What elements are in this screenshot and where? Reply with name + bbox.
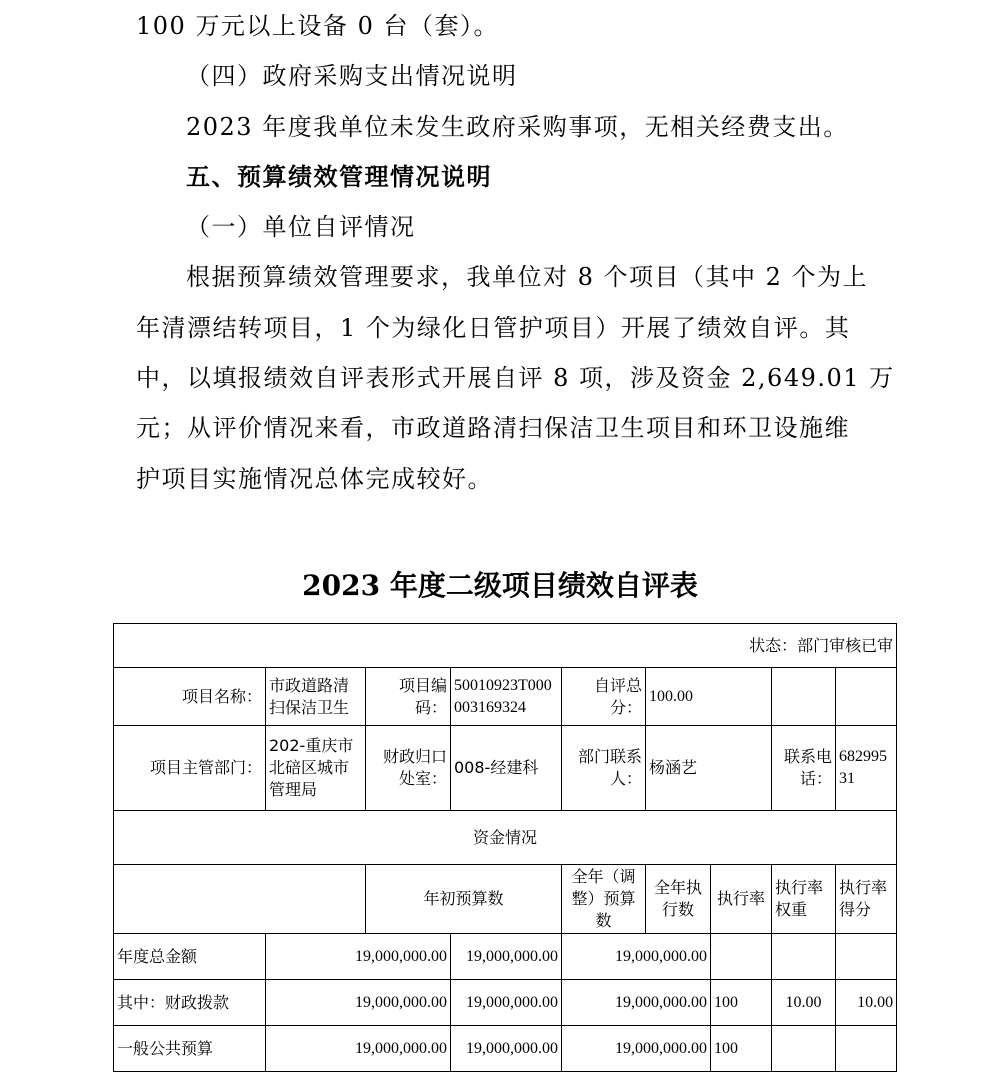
section-heading-self-eval: （一）单位自评情况 <box>186 213 416 241</box>
finance-label: 财政归口处室： <box>366 726 451 811</box>
row-initial: 19,000,000.00 <box>266 1026 451 1072</box>
row-score <box>836 934 897 980</box>
row-label: 其中：财政拨款 <box>114 980 266 1026</box>
project-name-value: 市政道路清扫保洁卫生 <box>266 668 366 726</box>
score-label: 自评总分： <box>562 668 646 726</box>
empty-cell <box>836 668 897 726</box>
row-adjusted: 19,000,000.00 <box>451 934 562 980</box>
project-code-value: 50010923T000003169324 <box>451 668 562 726</box>
row-score: 10.00 <box>836 980 897 1026</box>
row-weight <box>772 934 836 980</box>
row-label: 一般公共预算 <box>114 1026 266 1072</box>
col-executed-header: 全年执行数 <box>646 865 711 934</box>
para-line-9: 元；从评价情况来看，市政道路清扫保洁卫生项目和环卫设施维 <box>136 414 850 442</box>
row-weight: 10.00 <box>772 980 836 1026</box>
table-title: 2023 年度二级项目绩效自评表 <box>302 569 698 602</box>
col-adjusted-header: 全年（调整）预算数 <box>562 865 646 934</box>
phone-value: 68299531 <box>836 726 897 811</box>
row-weight <box>772 1026 836 1072</box>
row-adjusted: 19,000,000.00 <box>451 1026 562 1072</box>
finance-value: 008-经建科 <box>451 726 562 811</box>
row-initial: 19,000,000.00 <box>266 980 451 1026</box>
project-name-label: 项目名称： <box>114 668 266 726</box>
row-executed: 19,000,000.00 <box>562 1026 711 1072</box>
col-rate-header: 执行率 <box>711 865 772 934</box>
dept-label: 项目主管部门： <box>114 726 266 811</box>
para-line-7: 年清漂结转项目，1 个为绿化日管护项目）开展了绩效自评。其 <box>136 314 851 342</box>
para-line-6: 根据预算绩效管理要求，我单位对 8 个项目（其中 2 个为上 <box>186 263 869 291</box>
evaluation-table <box>113 623 897 1072</box>
col-weight-header: 执行率权重 <box>772 865 836 934</box>
row-adjusted: 19,000,000.00 <box>451 980 562 1026</box>
section-heading-procurement: （四）政府采购支出情况说明 <box>186 62 518 90</box>
section-heading-performance: 五、预算绩效管理情况说明 <box>186 162 492 191</box>
row-rate: 100 <box>711 980 772 1026</box>
dept-value: 202-重庆市北碚区城市管理局 <box>266 726 366 811</box>
row-executed: 19,000,000.00 <box>562 980 711 1026</box>
row-initial: 19,000,000.00 <box>266 934 451 980</box>
contact-label: 部门联系人： <box>562 726 646 811</box>
empty-cell <box>772 668 836 726</box>
para-line-3: 2023 年度我单位未发生政府采购事项，无相关经费支出。 <box>186 113 849 141</box>
empty-cell <box>114 865 366 934</box>
para-line-8: 中，以填报绩效自评表形式开展自评 8 项，涉及资金 2,649.01 万 <box>136 364 895 392</box>
status-text: 状态：部门审核已审 <box>114 624 897 668</box>
row-executed: 19,000,000.00 <box>562 934 711 980</box>
funds-header: 资金情况 <box>114 811 897 865</box>
score-value: 100.00 <box>646 668 772 726</box>
para-line-10: 护项目实施情况总体完成较好。 <box>136 465 493 493</box>
row-score <box>836 1026 897 1072</box>
col-initial-header: 年初预算数 <box>366 865 562 934</box>
row-rate <box>711 934 772 980</box>
row-rate: 100 <box>711 1026 772 1072</box>
project-code-label: 项目编码： <box>366 668 451 726</box>
contact-value: 杨涵艺 <box>646 726 772 811</box>
phone-label: 联系电话： <box>772 726 836 811</box>
para-line-1: 100 万元以上设备 0 台（套）。 <box>136 12 499 40</box>
col-score-header: 执行率得分 <box>836 865 897 934</box>
row-label: 年度总金额 <box>114 934 266 980</box>
